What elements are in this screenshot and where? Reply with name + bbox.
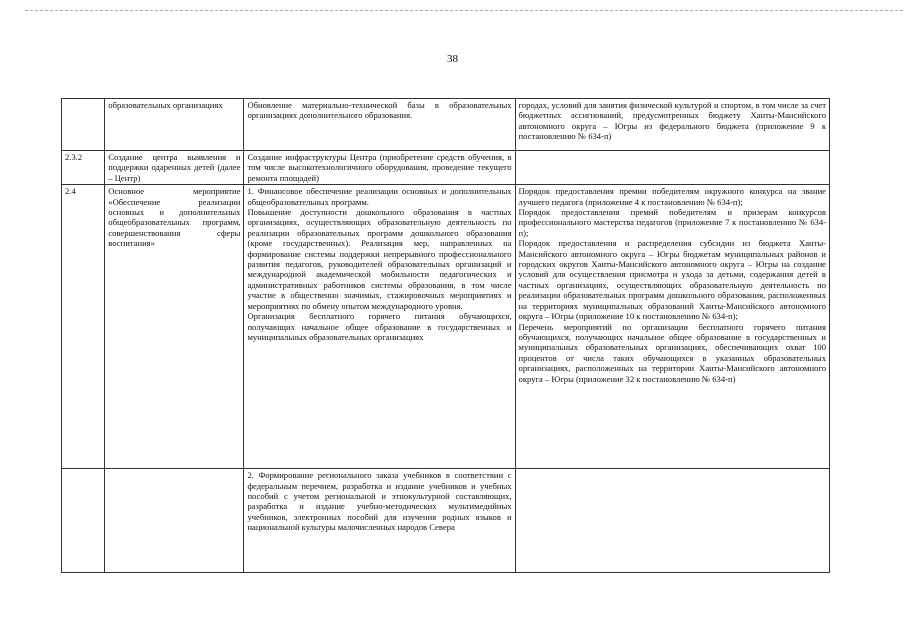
actions-cell: 2. Формирование регионального заказа учебников в соответствии с федеральным перечнем, разработка и издание учебников и учебных пособий с учетом региональной и этнокультурной составляющих, разработка и издание учебно-методических мультимедийных учебников, электронных пособий для изучения родных языков и национальной культуры малочисленных народов Севера xyxy=(244,469,515,573)
table-row xyxy=(62,469,830,573)
row-number-cell: 2.3.2 xyxy=(62,151,105,185)
documents-cell: Порядок предоставления премии победителям окружного конкурса на звание лучшего педагога (приложение 4 к постановлению № 634-п); Порядок предоставления премий победителям и призерам конкурсов профессионального мастерства педагогов (приложение 7 к постановлению № 634-п); Порядок предоставления и распределения субсидии из бюджета Ханты-Мансийского автономного округа – Югры бюджетам муниципальных районов и городских округов Ханты-Мансийского автономного округа – Югры на создание условий для осуществления присмотра и ухода за детьми, содержания детей в частных организациях, осуществляющих образовательную деятельность по реализации образовательных программ дошкольного образования, расположенных на территориях муниципальных образований Ханты-Мансийского автономного округа – Югры (приложение 10 к постановлению № 634-п); Перечень мероприятий по организации бесплатного горячего питания обучающихся, получающих начальное общее образование в государственных и муниципальных образовательных организациях, обеспечивающих охват 100 процентов от числа таких обучающихся в указанных образовательных организациях, расположенных на территории Ханты-Мансийского автономного округа – Югры (приложение 32 к постановлению № 634-п) xyxy=(515,185,829,469)
documents-cell: городах, условий для занятия физической культурой и спортом, в том числе за счет бюджетных ассигнований, предусмотренных бюджету Ханты-Мансийского автономного округа – Югры из федерального бюджета (приложение 9 к постановлению № 634-п) xyxy=(515,99,829,151)
documents-cell xyxy=(515,151,829,185)
table-row xyxy=(62,185,830,469)
table-row xyxy=(62,99,830,151)
actions-cell: 1. Финансовое обеспечение реализации основных и дополнительных общеобразовательных программ. Повышение доступности дошкольного образования в частных организациях, осуществляющих образовательную деятельность по реализации образовательных программ дошкольного образования (кроме государственных). Реализация мер, направленных на формирование системы поддержки непрерывного профессионального развития педагогов, руководителей образовательных организаций и международной академической мобильности педагогических и административных работников системы образования, в том числе участие в общественно значимых, стажировочных мероприятиях и мероприятиях по обмену опытом международного уровня. Организация бесплатного горячего питания обучающихся, получающих начальное общее образование в государственных и муниципальных образовательных организациях xyxy=(244,185,515,469)
activity-name-cell: образовательных организациях xyxy=(105,99,244,151)
program-table xyxy=(61,98,830,573)
activity-name-cell: Создание центра выявления и поддержки одаренных детей (далее – Центр) xyxy=(105,151,244,185)
actions-cell: Обновление материально-технической базы в образовательных организациях дополнительного образования. xyxy=(244,99,515,151)
activity-name-cell: Основное мероприятие «Обеспечение реализации основных и дополнительных общеобразовательных программ, совершенствования сферы воспитания» xyxy=(105,185,244,469)
row-number-cell xyxy=(62,99,105,151)
actions-cell: Создание инфраструктуры Центра (приобретение средств обучения, в том числе высокотехнологичного оборудования, проведение текущего ремонта площадей) xyxy=(244,151,515,185)
scan-top-edge xyxy=(25,10,903,11)
table-row xyxy=(62,151,830,185)
page-number: 38 xyxy=(447,53,458,65)
documents-cell xyxy=(515,469,829,573)
row-number-cell xyxy=(62,469,105,573)
row-number-cell: 2.4 xyxy=(62,185,105,469)
activity-name-cell xyxy=(105,469,244,573)
